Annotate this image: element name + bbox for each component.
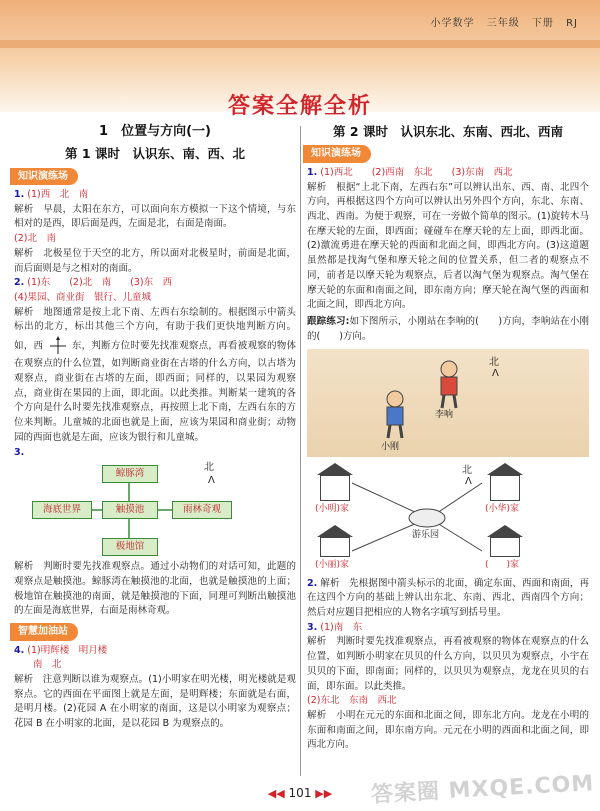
- answer: (2)东北 东南 西北: [307, 695, 397, 707]
- question-number: 3.: [307, 621, 318, 633]
- grade: 三年级: [486, 18, 520, 29]
- explanation: 解析 根据“上北下南，左西右东”可以辨认出东、西、南、北四个方向，再根据这四个方向可以辨认出另外四个方向，东北、东南、西北、西南。为便于观察，可在一旁做个简单的图示。(1)旋转木马在摩天轮的左面，即西面；碰碰车在摩天轮的左上面，即西北面。(2)激流勇进在摩天轮的西面和北面之间，即西北方向。(3)这道题虽然都是找淘气堡和摩天轮之间的位置关系，但二者的观察点不同，前者是以摩天轮为观察点，后者以淘气堡为观察点。淘气堡在摩天轮的东面和南面之间，即东南方向；摩天轮在淘气堡的西面和北面之间，即西北方向。: [307, 181, 589, 311]
- north-arrow-icon: Λ: [465, 475, 472, 487]
- book-info: [423, 16, 578, 32]
- watermark: 答案圈 MXQE.COM: [370, 771, 595, 808]
- answer: (4)果园、商业街 银行、儿童城: [14, 292, 151, 304]
- north-arrow-icon: Λ: [492, 367, 499, 379]
- explanation-part: 东，判断方位时要先找准观察点，再看被观察的物体在观察点的什么位置，如判断商业街在古塔的什么方向，以古塔为观察点，商业街在古塔的左面，即西面；同样的，以果园为观察点，商业街在果园的上面，即北面。以此类推。判断某一建筑的各个方向是什么时要先找准观察点，再按照上北下南，左西右东的方位来判断。儿童城的北面也就是上面，应该为果园和商业街；动物园的西面也就是左面，应该为银行和儿童城。: [14, 340, 296, 443]
- map-box-east: 雨林奇观: [172, 501, 232, 519]
- explanation: 解析 判断时要先找准观察点，再看被观察的物体在观察点的什么位置，如判断小明家在贝贝的什么方向，以贝贝为观察点，小宇在贝贝的下面，即南面；同样的，以贝贝为观察点，龙龙在贝贝的右面，即东面。以此类推。: [307, 636, 589, 692]
- next-arrows-icon: ▶▶: [315, 787, 333, 800]
- illustration-scene: [307, 349, 589, 457]
- house-label: (小明)家: [315, 503, 350, 514]
- house-icon: [490, 475, 520, 501]
- house-icon: [487, 525, 523, 537]
- volume: 下册: [531, 18, 554, 29]
- house-icon: [487, 463, 523, 475]
- answer: 南 北: [14, 659, 62, 671]
- follow-up-label: 跟踪练习:: [307, 316, 350, 328]
- figure-label: 李响: [435, 409, 454, 420]
- north-label: 北: [489, 356, 499, 368]
- explanation: 解析 早晨，太阳在东方，可以面向东方模拟一下这个情境，与东相对的是西，即后面是西，左面是北，右面是南面。: [14, 203, 296, 230]
- park-label: 游乐园: [412, 529, 440, 540]
- follow-up-exercise: [307, 315, 589, 344]
- answer: (1)南 东: [320, 621, 363, 633]
- boy-xiaogang-figure: [375, 389, 415, 439]
- boy-lixiang-figure: [429, 359, 469, 409]
- header-stripe: [0, 40, 600, 48]
- map-box-south: 极地馆: [102, 538, 158, 556]
- question-number: 1.: [14, 189, 25, 201]
- edition: RJ: [566, 18, 578, 29]
- section-tag: 智慧加油站: [10, 623, 78, 641]
- section-tag: 知识演练场: [303, 145, 371, 163]
- north-label: 北: [204, 462, 214, 474]
- page-number: 101: [288, 786, 312, 800]
- explanation: 解析 先根据图中箭头标示的北面，确定东面、西面和南面，再在这四个方向的基础上辨认出东北、东南、西北、西南四个方向；然后对应题目把相应的人物名字填写到括号里。: [307, 577, 589, 618]
- answer: (1)明辉楼 明月楼: [27, 644, 108, 656]
- unit-title: 1 位置与方向(一): [99, 124, 211, 139]
- question-number: 1.: [307, 166, 318, 178]
- house-label: ( )家: [485, 559, 520, 570]
- house-icon: [320, 537, 350, 557]
- lesson-title: 第 1 课时 认识东、南、西、北: [65, 146, 245, 162]
- page-title: 答案全解全析: [227, 94, 372, 119]
- house-label: (小华)家: [485, 503, 520, 514]
- house-icon: [490, 537, 520, 557]
- north-arrow-icon: Λ: [208, 475, 215, 487]
- left-column: [14, 122, 296, 732]
- follow-up-text: 如下图所示，小刚站在李响的( )方向，李响站在小刚的( )方向。: [307, 316, 589, 342]
- compass-icon: [47, 335, 69, 357]
- answer: (2)北 南: [14, 233, 56, 245]
- explanation: 解析 小明在元元的东面和北面之间，即东北方向。龙龙在小明的东面和南面之间，即东南方向。元元在小明的西面和北面之间，即西北方向。: [307, 709, 589, 751]
- column-divider: [300, 126, 301, 776]
- question-number: 3.: [14, 446, 25, 458]
- lesson-title: 第 2 课时 认识东北、东南、西北、西南: [333, 124, 563, 139]
- house-icon: [320, 475, 350, 501]
- map-box-center: 触摸池: [102, 501, 158, 519]
- question-number: 4.: [14, 644, 25, 656]
- house-icon: [317, 463, 353, 475]
- subject: 小学数学: [430, 18, 475, 29]
- answer: (1)东 (2)北 南 (3)东 西: [27, 277, 173, 289]
- question-number: 2.: [307, 577, 318, 589]
- neighborhood-map: [307, 463, 589, 573]
- answer: (1)西 北 南: [27, 189, 89, 201]
- explanation: [14, 306, 296, 446]
- right-column: [307, 122, 589, 753]
- prev-arrows-icon: ◀◀: [267, 787, 285, 800]
- north-label: 北: [462, 464, 472, 476]
- zoo-map: [14, 460, 296, 560]
- house-label: (小丽)家: [315, 559, 350, 570]
- figure-label: 小刚: [381, 441, 400, 452]
- explanation: 解析 北极星位于天空的北方，所以面对北极星时，前面是北面，而后面则是与之相对的南面。: [14, 247, 296, 274]
- map-box-north: 鲸豚湾: [102, 465, 158, 483]
- map-box-west: 海底世界: [32, 501, 92, 519]
- section-tag: 知识演练场: [10, 168, 78, 186]
- explanation-part: 解析 地图通常是按上北下南、左西右东绘制的。根据图示中箭头标出的北方，标出其他三个方向，有助于我们更快地判断方向。如，西: [14, 306, 296, 352]
- answer: (1)西北 (2)西南 东北 (3)东南 西北: [320, 166, 513, 178]
- question-number: 2.: [14, 277, 25, 289]
- explanation: 解析 判断时要先找准观察点。通过小动物们的对话可知，此题的观察点是触摸池。鲸豚湾在触摸池的北面，也就是触摸池的上面；极地馆在触摸池的南面，就是触摸池的下面，同理可判断出触摸池的左面是海底世界，右面是雨林奇观。: [14, 561, 296, 617]
- house-icon: [317, 525, 353, 537]
- explanation: 解析 注意判断以谁为观察点。(1)小明家在明光楼，明光楼就是观察点。它的西面在平面图上就是左面，是明辉楼；东面就是右面，是明月楼。(2)花园 A 在小明家的南面，这是以小明家为观察点；花园 B 在小明家的北面，是以花园 B 为观察点的。: [14, 674, 296, 730]
